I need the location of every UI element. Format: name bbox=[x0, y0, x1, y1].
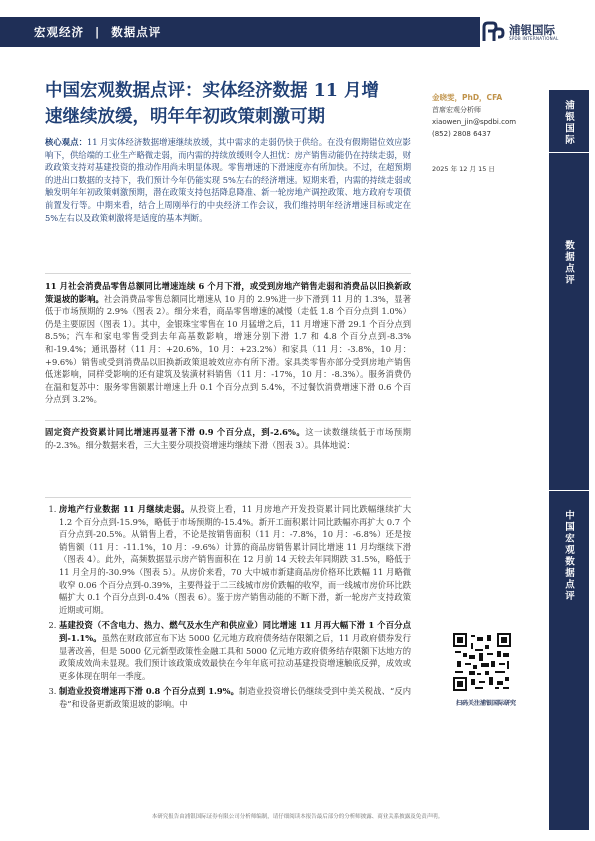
report-date: 2025 年 12 月 15 日 bbox=[432, 165, 495, 173]
header-section-label bbox=[34, 24, 161, 40]
fai-text: 这一读数继续低于市场预期的-2.3%。细分数据来看，三大主要分项投资增速均继续下滑（图表 3）。具体地说： bbox=[45, 427, 411, 450]
sidebar-brand: 浦银国际 bbox=[563, 100, 574, 146]
logo-text-en: SPDB INTERNATIONAL bbox=[509, 35, 559, 41]
list-item-lead: 制造业投资增速再下滑 0.8 个百分点到 1.9%。 bbox=[59, 686, 239, 697]
list-item-text: 从投资上看，11 月房地产开发投资累计同比跌幅继续扩大 1.2 个百分点到-15.9%，略低于市场预期的-15.4%。新开工面积累计同比跌幅亦再扩大 0.7 个百分点到-20.5%。从销售上看，不论是按销售面积（11 月：-7.8%，10 月：-6.8%）还是按销售额（11 月：-11.1%，10 月：-9.6%）计算的商品房销售累计同比增速 11 月均继续下滑（图表 4）。此外，高频数据显示房产销售面积在 12 月前 14 天较去年同期跌 31.5%，略低于 11 月全月的-30.9%（图表 5）。从房价来看，70 大中城市新建商品房价格环比跌幅 11 月略微收窄 0.06 个百分点到-0.39%，主要得益于二三线城市房价跌幅的收窄，而一线城市房价环比跌幅扩大 0.1 个百分点到-0.4%（图表 6）。鉴于房产销售动能的不断下滑，新一轮房产支持政策近期或可期。 bbox=[59, 504, 412, 615]
divider bbox=[45, 273, 411, 274]
author-phone: (852) 2808 6437 bbox=[432, 130, 491, 138]
logo-text: 浦银国际 bbox=[509, 22, 555, 37]
footer-disclaimer: 本研究报告由浦银国际证券有限公司分析师编制，请仔细阅读本报告最后部分的分析师披露、商业关系披露及免责声明。 bbox=[151, 814, 444, 820]
sidebar-category: 数据点评 bbox=[563, 240, 574, 286]
core-view-label: 核心观点： bbox=[45, 137, 87, 147]
report-title: 中国宏观数据点评：实体经济数据 11 月增速继续放缓，明年年初政策刺激可期 bbox=[45, 81, 380, 127]
author-block bbox=[432, 92, 542, 140]
divider bbox=[45, 420, 411, 421]
author-role: 首席宏观分析师 bbox=[432, 106, 481, 114]
fai-breakdown-list bbox=[45, 503, 411, 714]
retail-section bbox=[45, 280, 411, 406]
list-item-text: 虽然在财政部宣布下达 5000 亿元地方政府债务结存限额之后，11 月政府债券发行显著改善，但是 5000 亿元新型政策性金融工具和 5000 亿元地方政府债务结存限额下达地方的政策成效尚未显现。我们预计该政策成效最快在今年年底可拉动基建投资增速触底反弹，成效或更多体现在明年一季度。 bbox=[59, 632, 411, 681]
fai-lead: 固定资产投资累计同比增速再显著下滑 0.9 个百分点，到-2.6%。 bbox=[45, 427, 306, 437]
core-view-text: 11 月实体经济数据增速继续放缓，其中需求的走弱仍快于供给。在没有假期错位效应影响下，供给端的工业生产略微走弱，而内需的持续放缓则令人担忧：房产销售动能仍在持续走弱，财政政策支持对基建投资的推动作用尚未明显体现。零售增速的下滑速度亦有所加快。不过，在超预期的进出口数据的支持下，我们预计今年仍能实现 5%左右的经济增速。短期来看，内需的持续走弱或触发明年年初政策刺激预期，潜在政策支持包括降息降准、新一轮房地产调控政策、地方政府专项债前置发行等。中期来看，结合上周刚举行的中央经济工作会议，我们维持明年经济增速目标或定在 5%左右以及政策刺激将是适度的基本判断。 bbox=[45, 137, 411, 223]
retail-text: 社会消费品零售总额同比增速从 10 月的 2.9%进一步下滑到 11 月的 1.3%，显著低于市场预期的 2.9%（图表 2）。细分来看，商品零售增速的减慢（走低 1.8 个百分点到 1.0%）仍是主要原因（图表 1）。其中，金银珠宝零售在 10 月猛增之后，11 月增速下滑 29.1 个百分点到 8.5%；汽车和家电零售受到去年高基数影响，增速分别下滑 1.7 和 4.8 个百分点到-8.3%和-19.4%；通讯器材（11 月：+20.6%，10 月：+23.2%）和家具（11 月：-3.8%，10 月：+9.6%）销售或受到消费品以旧换新政策退坡效应亦有所下滑。家具类零售亦部分受到房地产销售低迷影响，同样受影响的还有建筑及装潢材料销售（11 月：-17%，10 月：-8.3%）。服务消费仍在温和复苏中：服务零售额累计增速上升 0.1 个百分点到 5.4%，不过餐饮消费增速下滑 0.6 个百分点到 3.2%。 bbox=[45, 293, 411, 405]
list-item bbox=[59, 503, 411, 616]
sidebar bbox=[549, 90, 589, 830]
sidebar-divider bbox=[549, 152, 589, 153]
header-subsection: 数据点评 bbox=[111, 25, 162, 39]
qr-caption: 扫码关注浦银国际研究 bbox=[455, 700, 516, 707]
header-separator: | bbox=[95, 25, 101, 39]
list-item-lead: 基建投资（不含电力、热力、燃气及水生产和供应业）同比增速 11 月再大幅下滑 1 个百分点到-1.1%。 bbox=[59, 620, 411, 643]
list-item bbox=[59, 619, 411, 682]
list-item-text: 制造业投资增长仍继续受到中美关税战、“反内卷”和设备更新政策退坡的影响。中 bbox=[59, 686, 412, 709]
divider bbox=[45, 497, 411, 498]
logo-icon bbox=[481, 21, 505, 43]
sidebar-divider bbox=[549, 490, 589, 491]
core-view-section bbox=[45, 136, 411, 224]
fai-section bbox=[45, 426, 411, 451]
list-item-lead: 房地产行业数据 11 月继续走弱。 bbox=[59, 504, 190, 514]
company-logo bbox=[481, 17, 595, 47]
retail-lead: 11 月社会消费品零售总额同比增速连续 6 个月下滑，或受到房地产销售走弱和消费品以旧换新政策退坡的影响。 bbox=[45, 281, 411, 304]
author-name: 金晓雯，PhD，CFA bbox=[432, 93, 503, 102]
header-section: 宏观经济 bbox=[34, 25, 84, 39]
sidebar-report-type: 中国宏观数据点评 bbox=[563, 510, 574, 602]
author-email[interactable]: xiaowen_jin@spdbi.com bbox=[432, 118, 517, 126]
qr-code[interactable] bbox=[453, 633, 511, 691]
list-item bbox=[59, 685, 411, 710]
